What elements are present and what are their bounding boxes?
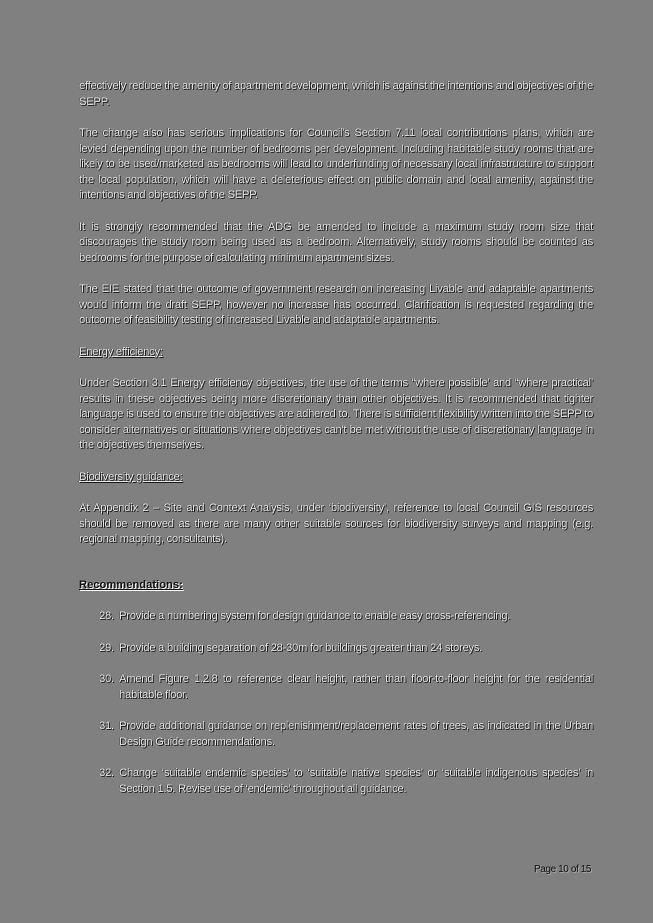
section-heading-biodiversity: Biodiversity guidance:	[79, 470, 183, 483]
paragraph-livable-apartments: The EIE stated that the outcome of government research on increasing Livable and adaptable apartments would inform the draft SEPP, however no increase has occurred. Clarification is requested regarding the outcome of feasibility testing of increased Livable and adaptable apartments.	[79, 283, 593, 326]
paragraph-contributions: The change also has serious implications for Council's Section 7.11 local contributions plans, which are levied depending upon the number of bedrooms per development. Including habitable study rooms that are likely to be used/marketed as bedrooms will lead to underfunding of necessary local infrastructure to support the local population, which will have a deleterious effect on public domain and local amenity, against the intentions and objectives of the SEPP.	[79, 127, 593, 201]
recommendations-list	[79, 609, 593, 797]
paragraph-biodiversity: At Appendix 2 – Site and Context Analysis, under ‘biodiversity’, reference to local Council GIS resources should be removed as there are many other suitable sources for biodiversity surveys and mapping (e.g. regional mapping, consultants).	[79, 502, 593, 545]
page-number: Page 10 of 15	[534, 864, 592, 875]
recommendation-text: Provide a building separation of 28-30m for buildings greater than 24 storeys.	[119, 641, 482, 654]
paragraph-study-room: It is strongly recommended that the ADG be amended to include a maximum study room size that discourages the study room being used as a bedroom. Alternatively, study rooms should be counted as bedrooms for the purpose of calculating minimum apartment sizes.	[79, 220, 593, 264]
recommendation-item	[99, 609, 593, 625]
recommendation-text: Provide additional guidance on replenishment/replacement rates of trees, as indicated in the Urban Design Guide recommendations.	[119, 720, 593, 748]
recommendation-text: Provide a numbering system for design guidance to enable easy cross-referencing.	[119, 610, 511, 622]
recommendation-number: 30.	[99, 673, 114, 685]
section-heading-energy-efficiency: Energy efficiency:	[79, 345, 163, 358]
recommendation-text: Change ‘suitable endemic species’ to ‘suitable native species’ or ‘suitable indigenous species’ in Section 1.5. Revise use of ‘endemic’ throughout all guidance.	[119, 767, 593, 795]
recommendation-item	[99, 641, 593, 657]
recommendation-item	[99, 766, 593, 797]
recommendation-item	[99, 719, 593, 750]
recommendation-number: 29.	[99, 641, 114, 654]
recommendation-number: 32.	[99, 767, 114, 779]
paragraph-amenity: effectively reduce the amenity of apartment development, which is against the intentions and objectives of the SEPP.	[79, 80, 593, 108]
recommendations-heading: Recommendations:	[79, 578, 183, 591]
recommendation-number: 28.	[99, 610, 114, 622]
paragraph-energy-efficiency: Under Section 3.1 Energy efficiency objectives, the use of the terms “where possible’ and “where practical’ results in these objectives being more discretionary than other objectives. It is recommended that tighter language is used to ensure the objectives are adhered to. There is sufficient flexibility written into the SEPP to consider alternatives or situations where objectives can't be met without the use of discretionary language in the objectives themselves.	[79, 377, 593, 451]
recommendation-number: 31.	[99, 720, 114, 732]
recommendation-item	[99, 672, 593, 703]
document-page	[79, 79, 593, 813]
recommendation-text: Amend Figure 1.2.8 to reference clear height, rather than floor-to-floor height for the residential habitable floor.	[119, 673, 593, 701]
